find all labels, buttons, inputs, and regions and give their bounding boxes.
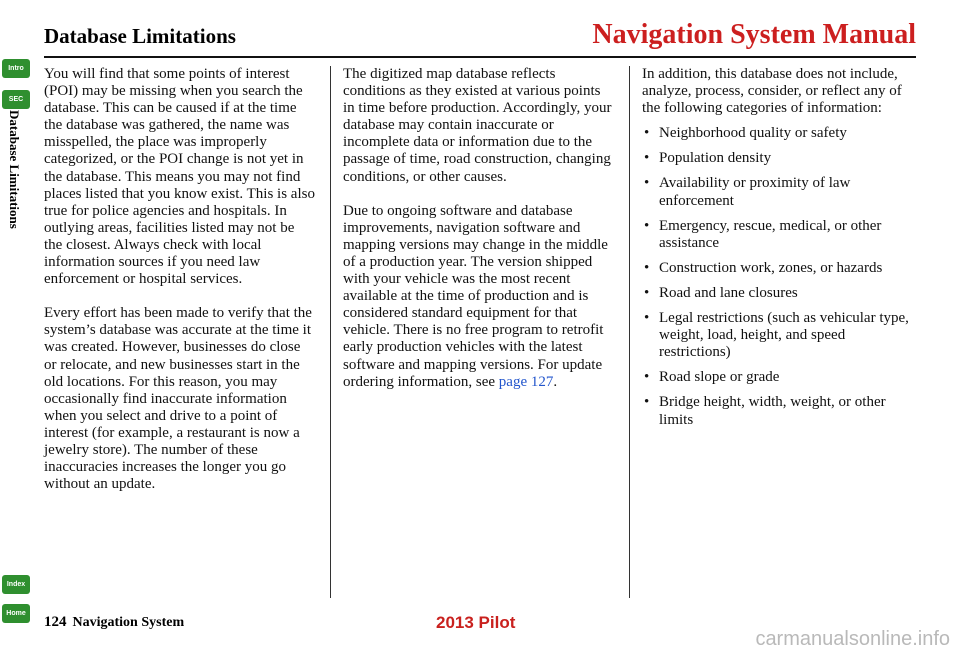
index-tab-button[interactable]: Index — [2, 575, 30, 594]
page-label: Navigation System — [72, 615, 185, 630]
text-column-1 — [44, 66, 316, 510]
sec-tab-button[interactable]: SEC — [2, 90, 30, 109]
list-item: • Availability or proximity of law enforcement — [642, 175, 914, 209]
list-item: • Legal restrictions (such as vehicular type, weight, load, height, and speed restrictions) — [642, 310, 914, 361]
list-item: • Road slope or grade — [642, 369, 914, 386]
section-side-label: Database Limitations — [7, 110, 22, 229]
paragraph-missing-poi: You will find that some points of interest (POI) may be missing when you search the database. This can be caused if at the time the database was gathered, the name was misspelled, the place was improperly categorized, or the POI change is not yet in the database. This means you may not find places listed that you know exist. This is also true for police agencies and hospitals. In outlying areas, facilities listed may not be the closest. Always check with local information sources if you need law enforcement or hospital services. — [44, 66, 315, 288]
categories-list — [642, 125, 914, 428]
update-text-end: . — [553, 373, 558, 390]
column-divider-1 — [330, 66, 331, 598]
page-number: 124 — [44, 614, 67, 630]
manual-title: Navigation System Manual — [592, 19, 916, 50]
page-127-link[interactable]: page 127 — [498, 373, 554, 390]
list-item: • Bridge height, width, weight, or other limits — [642, 394, 914, 428]
header-rule — [44, 56, 916, 58]
list-item: • Emergency, rescue, medical, or other assistance — [642, 218, 914, 252]
paragraph-accuracy: Every effort has been made to verify that the system’s database was accurate at the time it was created. However, businesses do close or relocate, and new businesses start in the old locations. For this reason, you may occasionally find inaccurate information when you select and drive to a point of interest (for example, a restaurant is now a jewelry store). The number of these inaccuracies increases the longer you go without an update. — [44, 305, 312, 493]
home-tab-button[interactable]: Home — [2, 604, 30, 623]
update-text: Due to ongoing software and database improvements, navigation software and mapping versions may change in the middle of a production year. The version shipped with your vehicle was the most recent available at the time of production and is considered standard equipment for that vehicle. There is no free program to retrofit early production vehicles with the latest software and mapping versions. For update ordering information, see — [343, 202, 608, 390]
text-column-2 — [343, 66, 615, 408]
model-label: 2013 Pilot — [436, 613, 516, 632]
list-item: • Road and lane closures — [642, 285, 914, 302]
intro-tab-button[interactable]: Intro — [2, 59, 30, 78]
page-footer — [44, 614, 184, 631]
text-column-3 — [642, 66, 914, 437]
list-item: • Population density — [642, 150, 914, 167]
list-item: • Neighborhood quality or safety — [642, 125, 914, 142]
section-title: Database Limitations — [44, 24, 236, 48]
paragraph-categories-intro: In addition, this database does not include, analyze, process, consider, or reflect any of the following categories of information: — [642, 66, 902, 117]
paragraph-software-updates — [343, 203, 615, 391]
list-item: • Construction work, zones, or hazards — [642, 260, 914, 277]
paragraph-digitized-map: The digitized map database reflects conditions as they existed at various points in time before production. Accordingly, your database may contain inaccurate or incomplete data or information due to the passage of time, road construction, changing conditions, or other causes. — [343, 66, 612, 185]
watermark: carmanualsonline.info — [755, 628, 950, 650]
column-divider-2 — [629, 66, 630, 598]
